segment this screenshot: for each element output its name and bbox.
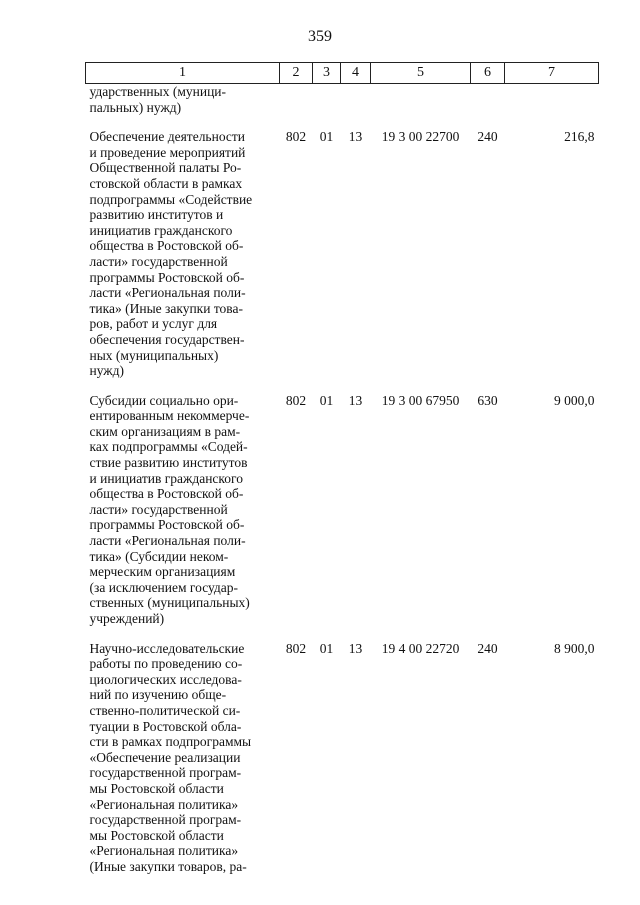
desc-line: «Региональная политика»	[89, 843, 239, 859]
table-row	[86, 393, 599, 641]
desc-line: государственной програм-	[89, 765, 242, 781]
table-row	[86, 641, 599, 889]
desc-line: туации в Ростовской обла-	[89, 718, 242, 734]
desc-line: ским организациям в рам-	[89, 423, 241, 439]
desc-line: ласти» государственной	[89, 501, 228, 517]
desc-line: обеспечения государствен-	[89, 331, 245, 347]
desc-line: Общественной палаты Ро-	[89, 160, 242, 176]
desc-line: ласти «Региональная поли-	[89, 285, 246, 301]
desc-line: инициатив гражданского	[89, 222, 233, 238]
desc-line: «Региональная политика»	[89, 796, 239, 812]
desc-line: ударственных (муници-	[89, 84, 227, 99]
desc-line: общества в Ростовской об-	[89, 238, 244, 254]
header-col-1: 1	[86, 63, 280, 84]
desc-line: работы по проведению со-	[89, 656, 243, 672]
desc-line: мы Ростовской области	[89, 827, 224, 843]
expense-type-code: 630	[477, 392, 498, 408]
desc-line: программы Ростовской об-	[89, 517, 245, 533]
table-row	[86, 129, 599, 393]
desc-line: стовской области в рамках	[89, 175, 243, 191]
header-col-7: 7	[505, 63, 599, 84]
desc-line: ственно-политической си-	[89, 702, 241, 718]
desc-line: ках подпрограммы «Содей-	[89, 439, 248, 455]
desc-line: «Обеспечение реализации	[89, 749, 241, 765]
desc-line: развитию институтов и	[89, 207, 224, 223]
desc-line: государственной програм-	[89, 812, 242, 828]
ministry-code: 802	[285, 392, 307, 408]
subsection-code: 13	[348, 129, 363, 145]
header-col-3: 3	[313, 63, 341, 84]
desc-line: ров, работ и услуг для	[89, 316, 218, 332]
desc-line: ственных (муниципальных)	[89, 595, 250, 611]
desc-line: пальных) нужд)	[89, 99, 182, 115]
desc-line: тика» (Субсидии неком-	[89, 548, 229, 564]
header-row	[86, 63, 599, 84]
desc-line: (за исключением государ-	[89, 579, 239, 595]
desc-line: Обеспечение деятельности	[89, 129, 246, 145]
expense-type-code: 240	[477, 640, 498, 656]
page-number: 359	[308, 28, 332, 45]
desc-line: ласти» государственной	[89, 253, 228, 269]
table-header	[86, 63, 599, 84]
continuation-text	[86, 84, 280, 130]
section-code: 01	[319, 129, 334, 145]
desc-line: тика» (Иные закупки това-	[89, 300, 243, 316]
ministry-code: 802	[285, 129, 307, 145]
row-description	[86, 641, 280, 889]
target-article-code: 19 3 00 67950	[381, 392, 460, 408]
header-col-4: 4	[341, 63, 371, 84]
subsection-code: 13	[348, 640, 363, 656]
amount: 8 900,0	[554, 640, 595, 656]
desc-line: Научно-исследовательские	[89, 640, 245, 656]
row-description	[86, 129, 280, 393]
desc-line: и проведение мероприятий	[89, 144, 246, 160]
desc-line: нужд)	[89, 363, 124, 379]
desc-line: подпрограммы «Содействие	[89, 191, 253, 207]
desc-line: циологических исследова-	[89, 671, 242, 687]
desc-line: программы Ростовской об-	[89, 269, 245, 285]
amount: 216,8	[564, 129, 595, 145]
desc-line: ных (муниципальных)	[89, 347, 219, 363]
ministry-code: 802	[285, 640, 307, 656]
desc-line: учреждений)	[89, 611, 165, 626]
table-row-continuation	[86, 84, 599, 130]
section-code: 01	[319, 640, 334, 656]
target-article-code: 19 3 00 22700	[381, 129, 460, 145]
desc-line: ний по изучению обще-	[89, 687, 227, 703]
header-col-2: 2	[280, 63, 313, 84]
desc-line: ствие развитию институтов	[89, 455, 248, 471]
desc-line: и инициатив гражданского	[89, 470, 243, 486]
row-description	[86, 393, 280, 641]
desc-line: ентированным некоммерче-	[89, 408, 250, 424]
desc-line: ласти «Региональная поли-	[89, 533, 246, 549]
header-col-6: 6	[471, 63, 505, 84]
amount: 9 000,0	[554, 392, 595, 408]
desc-line: мерческим организациям	[89, 564, 236, 580]
subsection-code: 13	[348, 392, 363, 408]
desc-line: общества в Ростовской об-	[89, 486, 244, 502]
section-code: 01	[319, 392, 334, 408]
expense-type-code: 240	[477, 129, 498, 145]
desc-line: сти в рамках подпрограммы	[89, 734, 252, 750]
budget-table	[85, 62, 599, 889]
desc-line: мы Ростовской области	[89, 780, 224, 796]
desc-line: Субсидии социально ори-	[89, 392, 239, 408]
target-article-code: 19 4 00 22720	[381, 640, 460, 656]
header-col-5: 5	[371, 63, 471, 84]
desc-line: (Иные закупки товаров, ра-	[89, 858, 247, 874]
